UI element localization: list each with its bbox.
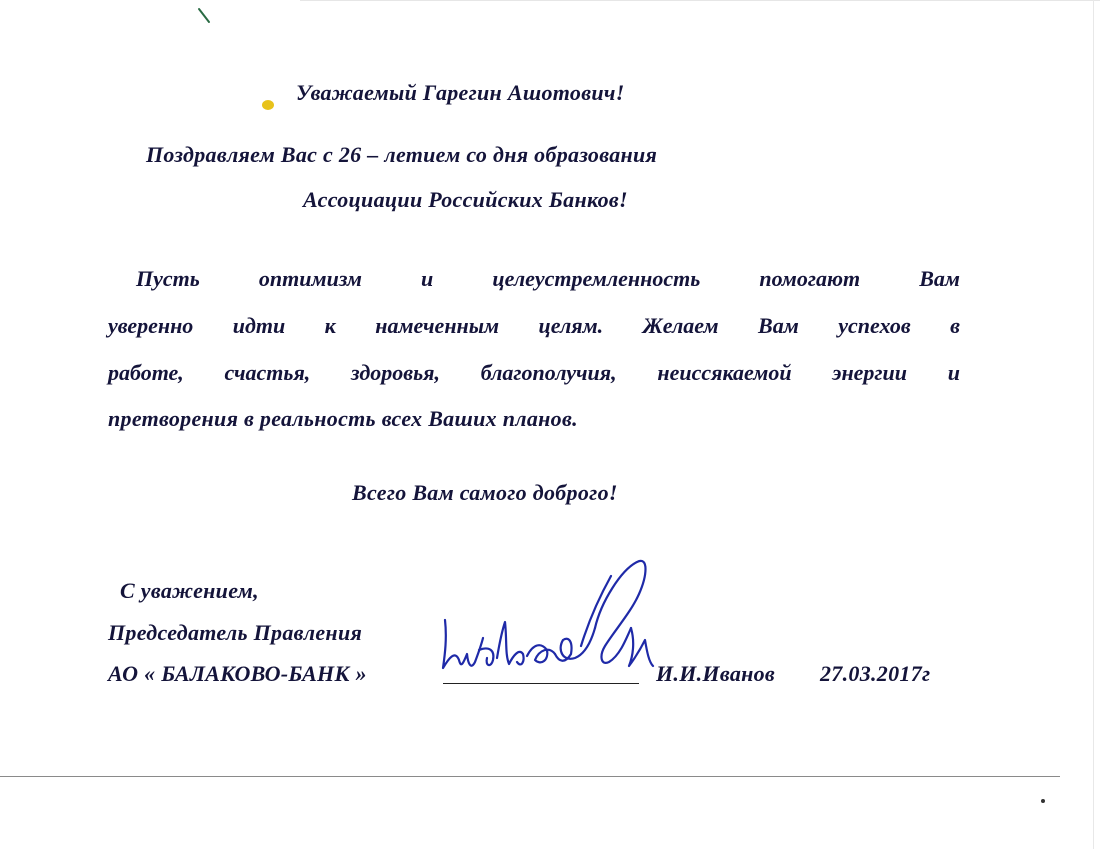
- bottom-rule-line: [0, 776, 1060, 777]
- yellow-stain-mark: [262, 100, 274, 110]
- ink-dot-mark: [1041, 799, 1045, 803]
- signer-position: Председатель Правления: [108, 620, 363, 645]
- right-edge-line: [1093, 0, 1094, 849]
- wish-line-4: претворения в реальность всех Ваших планов.: [108, 406, 578, 431]
- regards-line: С уважением,: [120, 578, 259, 603]
- letter-date: 27.03.2017г: [820, 661, 931, 686]
- top-edge-line: [300, 0, 1100, 1]
- congratulations-line-1: Поздравляем Вас с 26 – летием со дня образования: [146, 142, 658, 167]
- handwritten-signature: [435, 550, 665, 690]
- salutation: Уважаемый Гарегин Ашотович!: [296, 80, 625, 105]
- signer-name: И.И.Иванов: [656, 661, 776, 686]
- congratulations-line-2: Ассоциации Российских Банков!: [303, 187, 628, 212]
- bank-name: АО « БАЛАКОВО-БАНК »: [108, 661, 367, 686]
- pen-stroke-mark: [196, 6, 216, 28]
- wish-line-2: уверенно идти к намеченным целям. Желаем Вам успехов в: [108, 313, 960, 338]
- closing-wish: Всего Вам самого доброго!: [352, 480, 618, 505]
- wish-line-1: Пусть оптимизм и целеустремленность помогают Вам: [136, 266, 960, 291]
- wish-line-3: работе, счастья, здоровья, благополучия, неиссякаемой энергии и: [108, 360, 960, 385]
